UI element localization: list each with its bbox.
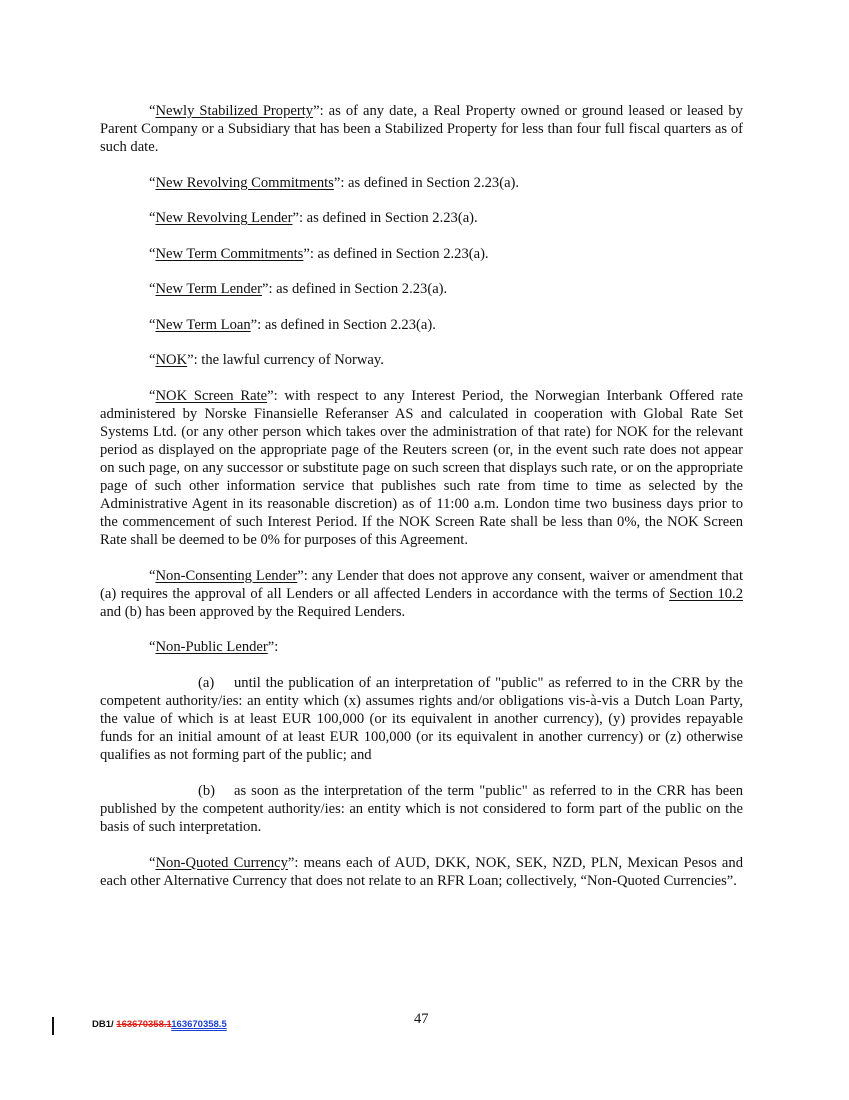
definition-non-public-lender: “Non-Public Lender”:: [149, 639, 279, 656]
clause-label: (a): [198, 674, 215, 691]
document-id: [92, 1019, 227, 1030]
change-bar: [52, 1017, 54, 1035]
clause-a: [100, 674, 743, 764]
defined-term: New Term Commitments: [155, 245, 304, 262]
definition-text: : as defined in Section 2.23(a).: [298, 210, 478, 227]
definition-text: :: [274, 639, 279, 656]
clause-text: until the publication of an interpretation of "public" as referred to in the CRR by the competent authority/ies: an entity which (x) assumes rights and/or obligations vis-à-vis a Dutch Loan Party, the value of which is at least EUR 100,000 (or its equivalent in another currency), (y) provides repayable funds for an initial amount of at least EUR 100,000 (or its equivalent in another currency) or (z) otherwise qualifies as not forming part of the public; and: [100, 674, 743, 764]
defined-term: Non-Consenting Lender: [155, 567, 298, 584]
defined-term: New Revolving Commitments: [155, 174, 334, 191]
defined-term: Non-Quoted Currency: [155, 854, 288, 871]
definition-text: : with respect to any Interest Period, the Norwegian Interbank Offered rate administered by Norske Finansielle Referanser AS and calculated in cooperation with Global Rate Set Systems Ltd. (or any other person which takes over the administration of that rate) for NOK for the relevant period as displayed on the appropriate page of the Reuters screen (or, in the event such rate does not appear on such page, on any successor or substitute page on such screen that displays such rate, or on the appropriate page of such other information service that publishes such rate from time to time as selected by the Administrative Agent in its reasonable discretion) as of 11:00 a.m. London time two business days prior to the commencement of such Interest Period. If the NOK Screen Rate shall be less than 0%, the NOK Screen Rate shall be deemed to be 0% for purposes of this Agreement.: [100, 387, 743, 549]
definition-text: : any Lender that does not approve any consent, waiver or amendment that (a) requires the approval of all Lenders or all affected Lenders in accordance with the terms of: [100, 567, 744, 602]
defined-term: New Revolving Lender: [155, 210, 293, 227]
definition-new-term-loan: “New Term Loan”: as defined in Section 2.23(a).: [149, 316, 436, 333]
document-id-prefix: DB1/: [92, 1019, 117, 1030]
definition-text: : means each of AUD, DKK, NOK, SEK, NZD, PLN, Mexican Pesos and each other Alternative Currency that does not relate to an RFR Loan; collectively, “Non-Quoted Currencies”.: [100, 854, 744, 889]
definition-newly-stabilized-property: “Newly Stabilized Property”: as of any date, a Real Property owned or ground leased or leased by Parent Company or a Subsidiary that has been a Stabilized Property for less than four full fiscal quarters as of such date.: [100, 103, 743, 156]
definition-nok: “NOK”: the lawful currency of Norway.: [149, 352, 384, 369]
defined-term: Non-Public Lender: [155, 639, 268, 656]
document-body: [100, 102, 743, 907]
defined-term: Newly Stabilized Property: [155, 103, 314, 119]
definition-new-term-lender: “New Term Lender”: as defined in Section 2.23(a).: [149, 281, 448, 298]
page-number: 47: [414, 1011, 429, 1027]
definition-non-consenting-lender: “Non-Consenting Lender”: any Lender that does not approve any consent, waiver or amendment that (a) requires the approval of all Lenders or all affected Lenders in accordance with the terms of Section 10.2 and (b) has been approved by the Required Lenders.: [100, 567, 744, 620]
definition-text: : as defined in Section 2.23(a).: [340, 174, 520, 191]
definition-text: : as of any date, a Real Property owned or ground leased or leased by Parent Company or a Subsidiary that has been a Stabilized Property for less than four full fiscal quarters as of such date.: [100, 103, 743, 156]
definition-text: : as defined in Section 2.23(a).: [268, 281, 448, 298]
definition-non-quoted-currency: “Non-Quoted Currency”: means each of AUD, DKK, NOK, SEK, NZD, PLN, Mexican Pesos and each other Alternative Currency that does not relate to an RFR Loan; collectively, “Non-Quoted Currencies”.: [100, 854, 744, 889]
clause-b: [100, 782, 743, 836]
definition-new-revolving-commitments: “New Revolving Commitments”: as defined in Section 2.23(a).: [149, 174, 520, 191]
defined-term: New Term Lender: [155, 281, 262, 298]
definition-text: : as defined in Section 2.23(a).: [257, 316, 436, 333]
definition-nok-screen-rate: “NOK Screen Rate”: with respect to any Interest Period, the Norwegian Interbank Offered rate administered by Norske Finansielle Referanser AS and calculated in cooperation with Global Rate Set Systems Ltd. (or any other person which takes over the administration of that rate) for NOK for the relevant period as displayed on the appropriate page of the Reuters screen (or, in the event such rate does not appear on such page, on any successor or substitute page on such screen that displays such rate, or on the appropriate page of such other information service that publishes such rate from time to time as selected by the Administrative Agent in its reasonable discretion) as of 11:00 a.m. London time two business days prior to the commencement of such Interest Period. If the NOK Screen Rate shall be less than 0%, the NOK Screen Rate shall be deemed to be 0% for purposes of this Agreement.: [100, 387, 743, 549]
section-reference-link[interactable]: Section 10.2: [669, 585, 743, 602]
document-id-inserted: 163670358.5: [171, 1019, 227, 1030]
defined-term: NOK Screen Rate: [155, 387, 268, 404]
document-id-deleted: 163670358.1: [116, 1019, 172, 1030]
clause-text: as soon as the interpretation of the term "public" as referred to in the CRR has been published by the competent authority/ies: an entity which is not considered to form part of the public on the basis of such interpretation.: [100, 782, 743, 836]
definition-new-term-commitments: “New Term Commitments”: as defined in Section 2.23(a).: [149, 245, 489, 262]
clause-label: (b): [198, 782, 216, 799]
definition-text: : as defined in Section 2.23(a).: [309, 245, 489, 262]
defined-term: New Term Loan: [155, 316, 251, 333]
definition-new-revolving-lender: “New Revolving Lender”: as defined in Section 2.23(a).: [149, 210, 478, 227]
definition-text-continued: and (b) has been approved by the Required Lenders.: [100, 604, 406, 620]
definition-text: : the lawful currency of Norway.: [193, 352, 384, 369]
defined-term: NOK: [155, 352, 188, 369]
